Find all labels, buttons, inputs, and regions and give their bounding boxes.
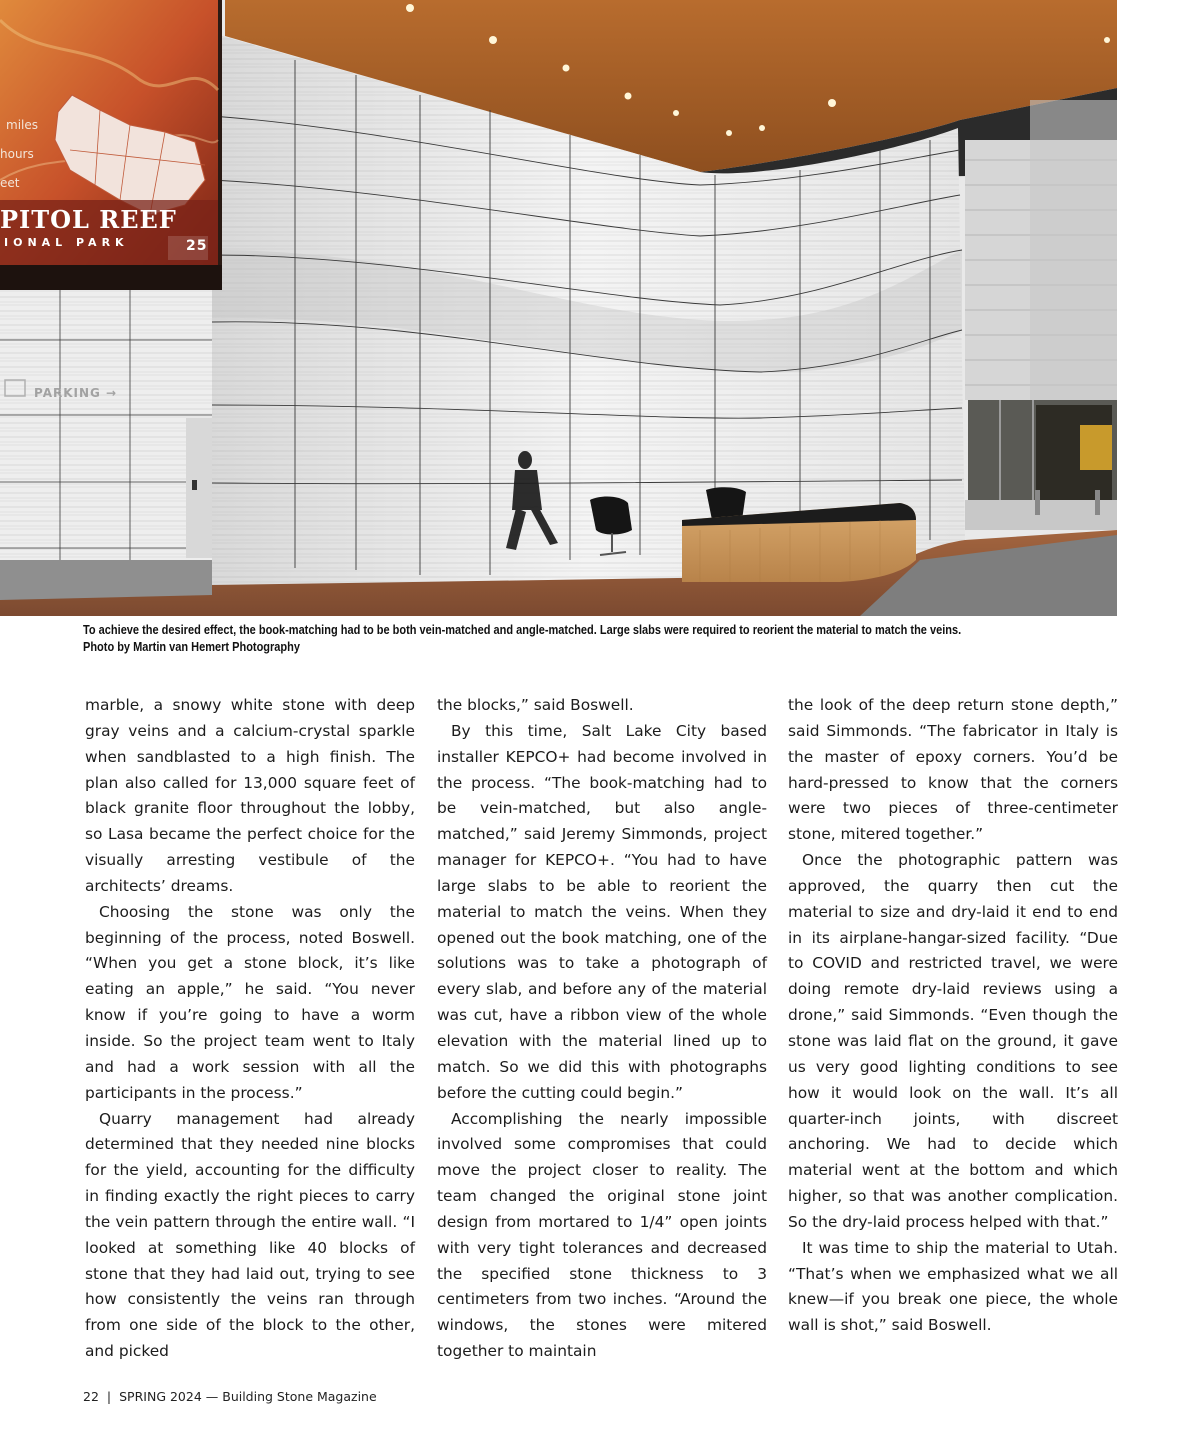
paragraph: marble, a snowy white stone with deep gray veins and a calcium-crystal sparkle when sandblasted to a high finish. The plan also called for 13,000 square feet of black granite floor throughout the lobby, so Lasa became the perfect choice for the visually arresting vestibule of the architects’ dreams.	[85, 696, 415, 895]
sign-subtitle: IONAL PARK	[4, 236, 129, 249]
sign-text-miles: miles	[6, 118, 38, 132]
paragraph: It was time to ship the material to Utah. “That’s when we emphasized what we all knew—if you break one piece, the whole wall is shot,” said Boswell.	[788, 1238, 1118, 1335]
paragraph: the look of the deep return stone depth,” said Simmonds. “The fabricator in Italy is the master of epoxy corners. You’d be hard-pressed to know that the corners were two pieces of three-centimeter stone, mitered together.”	[788, 696, 1118, 844]
parking-sign-text: PARKING →	[34, 386, 118, 400]
sign-text-feet: eet	[0, 176, 20, 190]
footer-separator: |	[106, 1389, 112, 1404]
paragraph: Once the photographic pattern was approved, the quarry then cut the material to size and dry-laid it end to end in its airplane-hangar-sized facility. “Due to COVID and restricted travel, we were doing remote dry-laid reviews using a drone,” said Simmonds. “Even though the stone was laid flat on the ground, it gave us very good lighting conditions to see how it would look on the wall. It’s all quarter-inch joints, with discreet anchoring. We had to decide which material went at the bottom and which higher, so that was another complication. So the dry-laid process helped with that.”	[788, 851, 1118, 1231]
paragraph: Choosing the stone was only the beginning of the process, noted Boswell. “When you get a stone block, it’s like eating an apple,” he said. “You never know if you’re going to have a worm inside. So the project team went to Italy and had a work session with all the participants in the process.”	[85, 902, 415, 1102]
page-number: 22	[83, 1389, 99, 1404]
caption-text: To achieve the desired effect, the book-matching had to be both vein-matched and angle-matched. Large slabs were required to reorient the material to match the veins.	[83, 623, 962, 637]
sign-text-hours: hours	[0, 147, 34, 161]
sign-badge: 25	[186, 238, 208, 254]
paragraph: Accomplishing the nearly impossible involved some compromises that could move the project closer to reality. The team changed the original stone joint design from mortared to 1/4” open joints with very tight tolerances and decreased the specified stone thickness to 3 centimeters from two inches. “Around the windows, the stones were mitered together to maintain	[437, 1109, 767, 1361]
paragraph: the blocks,” said Boswell.	[437, 696, 634, 714]
photo-credit: Photo by Martin van Hemert Photography	[83, 640, 300, 654]
sign-title: PITOL REEF	[0, 205, 177, 234]
lobby-photo-graphic	[0, 0, 1117, 616]
issue-label: SPRING 2024 — Building Stone Magazine	[119, 1389, 377, 1404]
page-footer	[83, 1389, 377, 1404]
paragraph: Quarry management had already determined that they needed nine blocks for the yield, accounting for the difficulty in finding exactly the right pieces to carry the vein pattern through the entire wall. “I looked at something like 40 blocks of stone that they had laid out, trying to see how consistently the veins ran through from one side of the block to the other, and picked	[85, 1109, 415, 1361]
paragraph: By this time, Salt Lake City based installer KEPCO+ had become involved in the process. “The book-matching had to be vein-matched, but also angle-matched,” said Jeremy Simmonds, project manager for KEPCO+. “You had to have large slabs to be able to reorient the material to match the veins. When they opened out the book matching, one of the solutions was to take a photograph of every slab, and before any of the material was cut, have a ribbon view of the whole elevation with the material lined up to match. So we did this with photographs before the cutting could begin.”	[437, 721, 767, 1102]
article-column-2	[437, 693, 767, 1365]
article-column-1	[85, 693, 415, 1365]
article-column-3	[788, 693, 1118, 1339]
photo-caption	[83, 622, 981, 656]
lobby-photo	[0, 0, 1117, 616]
